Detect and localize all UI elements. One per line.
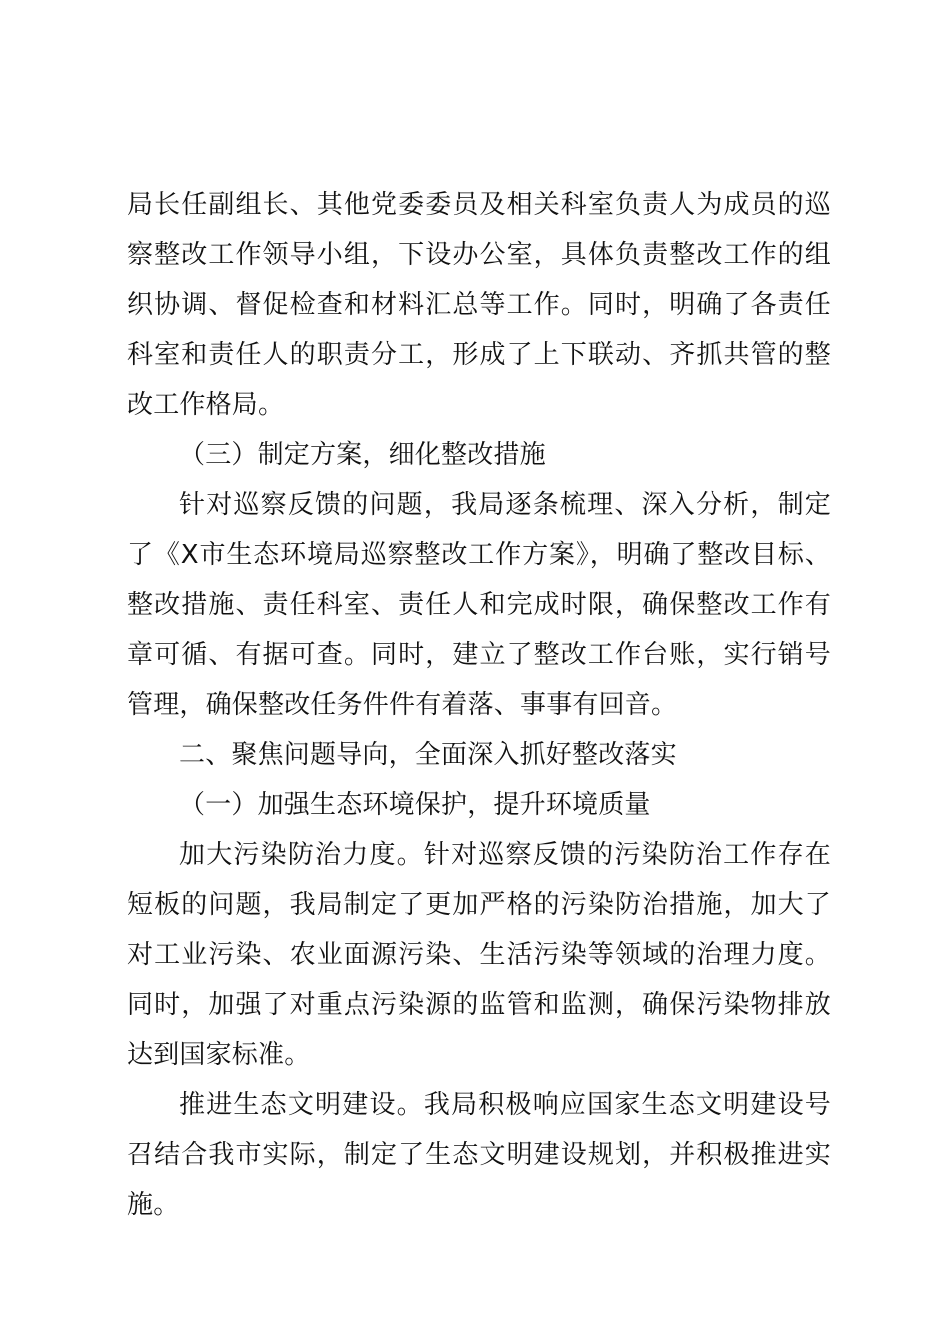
document-body bbox=[127, 180, 831, 1230]
paragraph-leadership-group: 局长任副组长、其他党委委员及相关科室负责人为成员的巡察整改工作领导小组，下设办公室，具体负责整改工作的组织协调、督促检查和材料汇总等工作。同时，明确了各责任科室和责任人的职责分工，形成了上下联动、齐抓共管的整改工作格局。 bbox=[127, 190, 831, 420]
paragraph-rectification-plan: 针对巡察反馈的问题，我局逐条梳理、深入分析，制定了《X市生态环境局巡察整改工作方案》，明确了整改目标、整改措施、责任科室、责任人和完成时限，确保整改工作有章可循、有据可查。同时，建立了整改工作台账，实行销号管理，确保整改任务件件有着落、事事有回音。 bbox=[127, 490, 831, 720]
section-heading-problem-oriented: 二、聚焦问题导向，全面深入抓好整改落实 bbox=[179, 740, 677, 770]
section-heading-environment: （一）加强生态环境保护，提升环境质量 bbox=[179, 790, 651, 820]
section-heading-plan: （三）制定方案，细化整改措施 bbox=[179, 440, 546, 470]
paragraph-pollution-control: 加大污染防治力度。针对巡察反馈的污染防治工作存在短板的问题，我局制定了更加严格的污染防治措施，加大了对工业污染、农业面源污染、生活污染等领域的治理力度。同时，加强了对重点污染源的监管和监测，确保污染物排放达到国家标准。 bbox=[127, 840, 831, 1070]
paragraph-ecological-civilization: 推进生态文明建设。我局积极响应国家生态文明建设号召结合我市实际，制定了生态文明建设规划，并积极推进实施。 bbox=[127, 1090, 831, 1220]
